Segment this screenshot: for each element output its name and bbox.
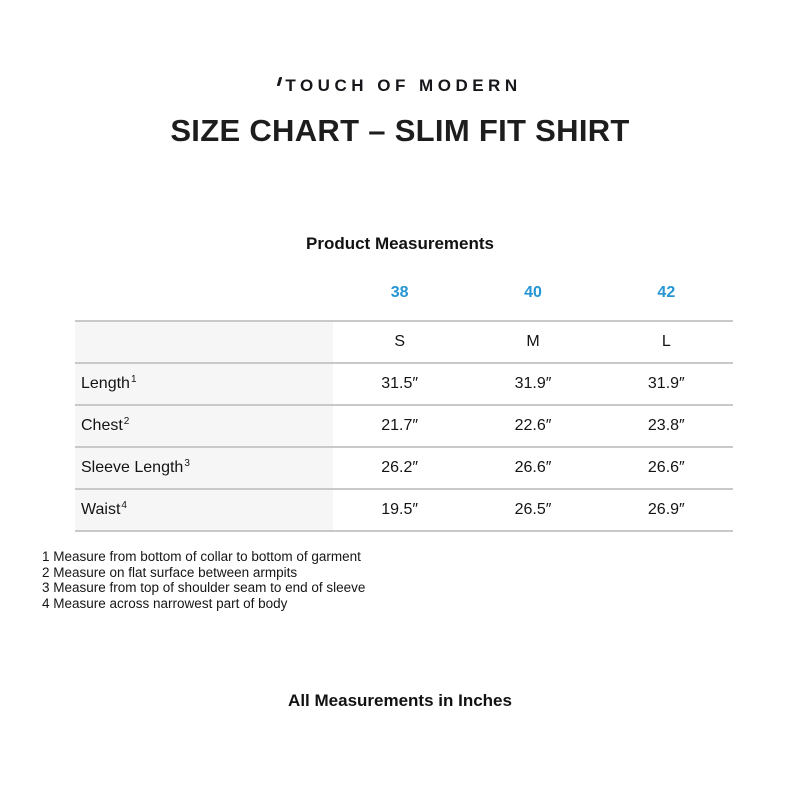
size-table (75, 279, 733, 532)
brand-logo (0, 76, 800, 96)
table-header-row (75, 322, 733, 364)
measurement-value: 26.6″ (647, 459, 685, 476)
footer-note: All Measurements in Inches (288, 691, 512, 710)
measurement-value: 22.6″ (514, 417, 552, 434)
table-row-sleeve-length (75, 448, 733, 490)
footnote-line-3: 3 Measure from top of shoulder seam to end of sleeve (42, 580, 366, 595)
section-title: Product Measurements (306, 234, 494, 253)
logo-tick-icon (277, 77, 283, 86)
row-label-text: Chest (81, 417, 123, 434)
size-column-header-l: L (661, 333, 671, 350)
footnote-line-2: 2 Measure on flat surface between armpits (42, 564, 298, 580)
table-row-chest (75, 406, 733, 448)
numeric-sizes-spacer (75, 279, 333, 307)
numeric-size-40: 40 (524, 284, 542, 301)
measurement-value: 31.9″ (647, 375, 685, 392)
row-label-sleeve-length: Sleeve Length $^3$ (75, 448, 333, 488)
row-label-chest: Chest $^2$ (75, 406, 333, 446)
measurement-value: 23.8″ (647, 417, 685, 434)
numeric-size-38: 38 (390, 284, 409, 301)
row-label-waist: Waist $^4$ (75, 490, 333, 530)
measurement-value: 31.9″ (514, 375, 552, 392)
measurement-value: 19.5″ (381, 501, 419, 518)
row-label-text: Waist (81, 501, 121, 518)
table-row-waist (75, 490, 733, 532)
footnote-line-4: 4 Measure across narrowest part of body (42, 595, 288, 611)
numeric-size-42: 42 (657, 284, 676, 301)
header-label-cell (75, 322, 333, 362)
measurement-value: 26.9″ (647, 501, 685, 518)
size-column-header-m: M (526, 333, 540, 350)
footnotes (42, 549, 365, 611)
measurement-value: 26.2″ (381, 459, 419, 476)
footnote-line-1: 1 Measure from bottom of collar to bottom of garment (42, 549, 361, 564)
measurements-table (75, 320, 733, 532)
numeric-sizes-row (75, 279, 733, 307)
measurement-value: 31.5″ (381, 375, 419, 392)
size-column-header-s: S (394, 333, 405, 350)
page-title: SIZE CHART – SLIM FIT SHIRT (170, 113, 630, 148)
measurement-value: 26.6″ (514, 459, 552, 476)
row-label-text: Length (81, 375, 130, 392)
measurement-value: 21.7″ (381, 417, 419, 434)
measurement-value: 26.5″ (514, 501, 552, 518)
brand-logo-text: TOUCH OF MODERN (285, 76, 522, 95)
table-row-length (75, 364, 733, 406)
row-label-text: Sleeve Length (81, 459, 184, 476)
row-label-length: Length $^1$ (75, 364, 333, 404)
